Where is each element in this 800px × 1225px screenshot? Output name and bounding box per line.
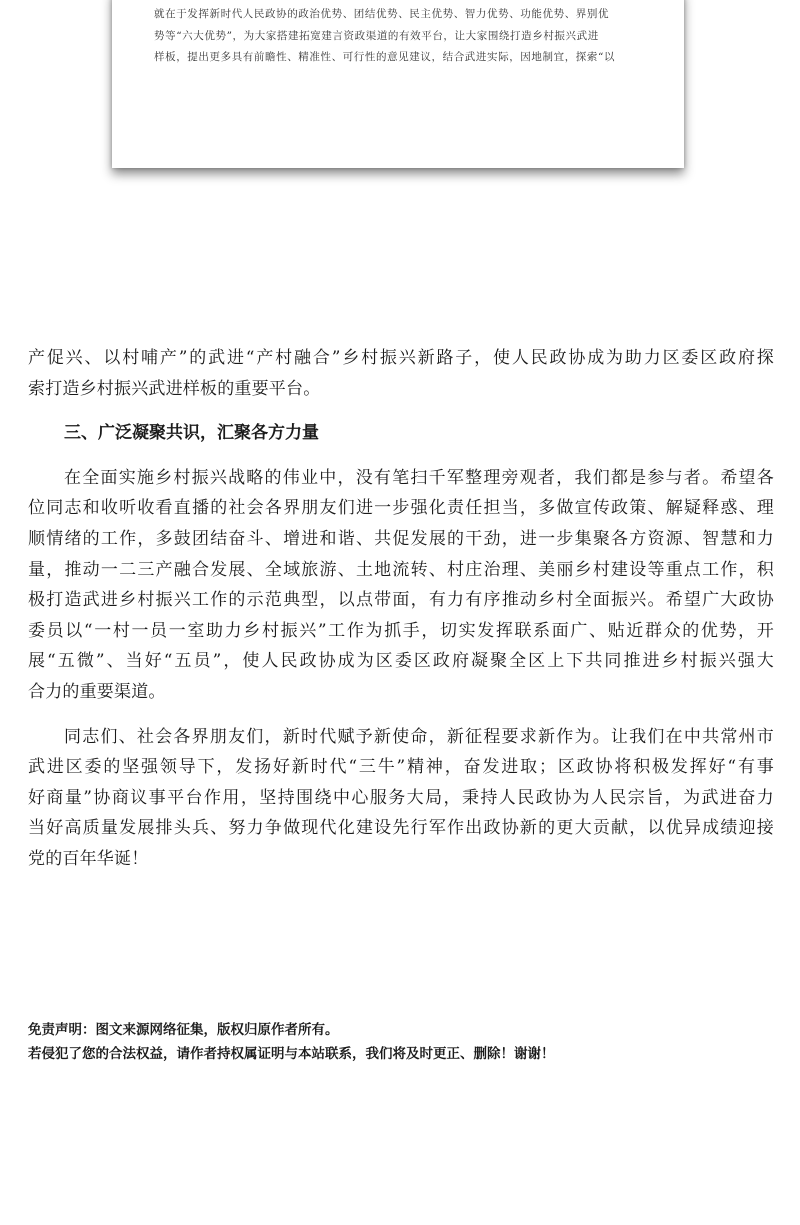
text-line: 当好高质量发展排头兵、努力争做现代化建设先行军作出政协新的更大贡献，以优异成绩迎接 <box>28 818 774 839</box>
text-line: 在全面实施乡村振兴战略的伟业中，没有笔扫千军整理旁观者，我们都是参与者。希望各 <box>64 467 774 488</box>
inset-line: 就在于发挥新时代人民政协的政治优势、团结优势、民主优势、智力优势、功能优势、界别优 <box>154 8 610 20</box>
text-line: 顺情绪的工作，多鼓团结奋斗、增进和谐、共促发展的干劲，进一步集聚各方资源、智慧和力 <box>28 528 774 549</box>
section-heading: 三、广泛凝聚共识，汇聚各方力量 <box>64 423 319 444</box>
text-line: 极打造武进乡村振兴工作的示范典型，以点带面，有力有序推动乡村全面振兴。希望广大政协 <box>28 590 774 611</box>
continuation-paragraph <box>28 343 774 404</box>
inset-document-text <box>154 4 654 69</box>
disclaimer <box>28 1018 555 1066</box>
text-line: 党的百年华诞！ <box>28 848 149 869</box>
disclaimer-line: 若侵犯了您的合法权益，请作者持权属证明与本站联系，我们将及时更正、删除！谢谢！ <box>28 1046 555 1062</box>
inset-document-page <box>112 0 684 168</box>
disclaimer-line: 免责声明：图文来源网络征集，版权归原作者所有。 <box>28 1022 339 1038</box>
text-line: 委员以“一村一员一室助力乡村振兴”工作为抓手，切实发挥联系面广、贴近群众的优势，开 <box>28 620 774 641</box>
text-line: 同志们、社会各界朋友们，新时代赋予新使命，新征程要求新作为。让我们在中共常州市 <box>64 726 774 747</box>
text-line: 展“五微”、当好“五员”，使人民政协成为区委区政府凝聚全区上下共同推进乡村振兴强大 <box>28 651 774 672</box>
text-line: 合力的重要渠道。 <box>28 681 166 702</box>
inset-line: 势等“六大优势”，为大家搭建拓宽建言资政渠道的有效平台，让大家围绕打造乡村振兴武进 <box>154 29 599 42</box>
text-line: 量，推动一二三产融合发展、全域旅游、土地流转、村庄治理、美丽乡村建设等重点工作，积 <box>28 559 774 580</box>
inset-line: 样板，提出更多具有前瞻性、精准性、可行性的意见建议，结合武进实际，因地制宜，探索“以 <box>154 51 616 63</box>
text-line: 索打造乡村振兴武进样板的重要平台。 <box>28 378 321 399</box>
article-body <box>28 343 774 889</box>
text-line: 好商量”协商议事平台作用，坚持围绕中心服务大局，秉持人民政协为人民宗旨，为武进奋力 <box>28 787 774 808</box>
paragraph-1 <box>28 463 774 708</box>
text-line: 产促兴、以村哺产”的武进“产村融合”乡村振兴新路子，使人民政协成为助力区委区政府探 <box>28 348 774 368</box>
paragraph-2 <box>28 722 774 875</box>
text-line: 位同志和收听收看直播的社会各界朋友们进一步强化责任担当，多做宣传政策、解疑释惑、理 <box>28 498 774 519</box>
text-line: 武进区委的坚强领导下，发扬好新时代“三牛”精神，奋发进取；区政协将积极发挥好“有事 <box>28 757 774 778</box>
